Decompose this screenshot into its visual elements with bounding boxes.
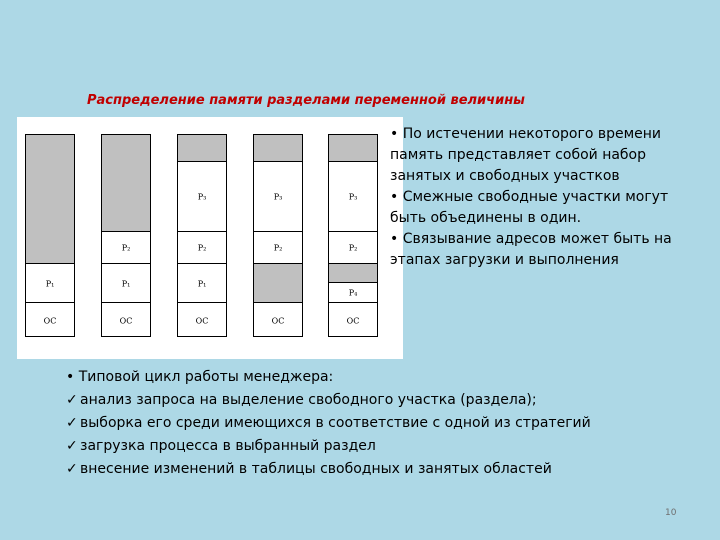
block-label: P₄ — [348, 288, 358, 298]
right-bullet-2: • Смежные свободные участки могут быть объединены в один. — [390, 189, 669, 226]
block-label: ОС — [195, 316, 209, 326]
check-icon: ✓ — [66, 415, 78, 431]
free-block — [254, 135, 302, 161]
bottom-bullet-list — [66, 366, 706, 481]
free-block — [254, 263, 302, 303]
bottom-item-1: ✓ анализ запроса на выделение свободного участка (раздела); — [66, 389, 706, 412]
process-block — [254, 231, 302, 264]
check-icon: ✓ — [66, 438, 78, 454]
block-label: P₁ — [45, 279, 55, 288]
process-block — [329, 161, 377, 232]
process-block — [102, 302, 150, 339]
memory-column-1 — [25, 134, 75, 337]
check-icon: ✓ — [66, 461, 78, 477]
memory-column-4 — [253, 134, 303, 337]
block-label: ОС — [119, 316, 133, 326]
process-block — [178, 231, 226, 264]
bottom-item-4: ✓ внесение изменений в таблицы свободных и занятых областей — [66, 458, 706, 481]
block-label: ОС — [43, 316, 57, 326]
process-block — [26, 302, 74, 339]
process-block — [254, 161, 302, 232]
block-label: P₂ — [273, 243, 283, 253]
process-block — [178, 263, 226, 303]
free-block — [178, 135, 226, 161]
block-label: P₁ — [121, 279, 131, 288]
block-label: P₂ — [197, 243, 207, 253]
process-block — [178, 302, 226, 339]
block-label: P₁ — [197, 279, 207, 288]
block-label: ОС — [346, 316, 360, 326]
free-block — [329, 263, 377, 283]
process-block — [102, 263, 150, 303]
right-bullet-3: • Связывание адресов может быть на этапах загрузки и выполнения — [390, 231, 672, 268]
right-bullet-list — [390, 124, 700, 271]
free-block — [329, 135, 377, 161]
process-block — [178, 161, 226, 232]
block-label: P₂ — [348, 243, 358, 253]
bottom-item-3: ✓ загрузка процесса в выбранный раздел — [66, 435, 706, 458]
bottom-item-2: ✓ выборка его среди имеющихся в соответствие с одной из стратегий — [66, 412, 706, 435]
block-label: P₂ — [121, 243, 131, 253]
bottom-intro: • Типовой цикл работы менеджера: — [66, 369, 334, 385]
slide-title: Распределение памяти разделами переменной величины — [87, 93, 525, 108]
block-label: P₃ — [348, 192, 358, 202]
memory-column-2 — [101, 134, 151, 337]
memory-column-5 — [328, 134, 378, 337]
check-icon: ✓ — [66, 392, 78, 408]
block-label: P₃ — [273, 192, 283, 202]
free-block — [26, 135, 74, 263]
block-label: ОС — [271, 316, 285, 326]
page-number: 10 — [665, 508, 677, 518]
free-block — [102, 135, 150, 231]
process-block — [329, 231, 377, 264]
process-block — [26, 263, 74, 303]
memory-diagram — [17, 117, 403, 359]
process-block — [329, 302, 377, 339]
right-bullet-1: • По истечении некоторого времени память представляет собой набор занятых и свободных участков — [390, 126, 662, 184]
process-block — [254, 302, 302, 339]
memory-column-3 — [177, 134, 227, 337]
process-block — [102, 231, 150, 264]
process-block — [329, 282, 377, 303]
block-label: P₃ — [197, 192, 207, 202]
